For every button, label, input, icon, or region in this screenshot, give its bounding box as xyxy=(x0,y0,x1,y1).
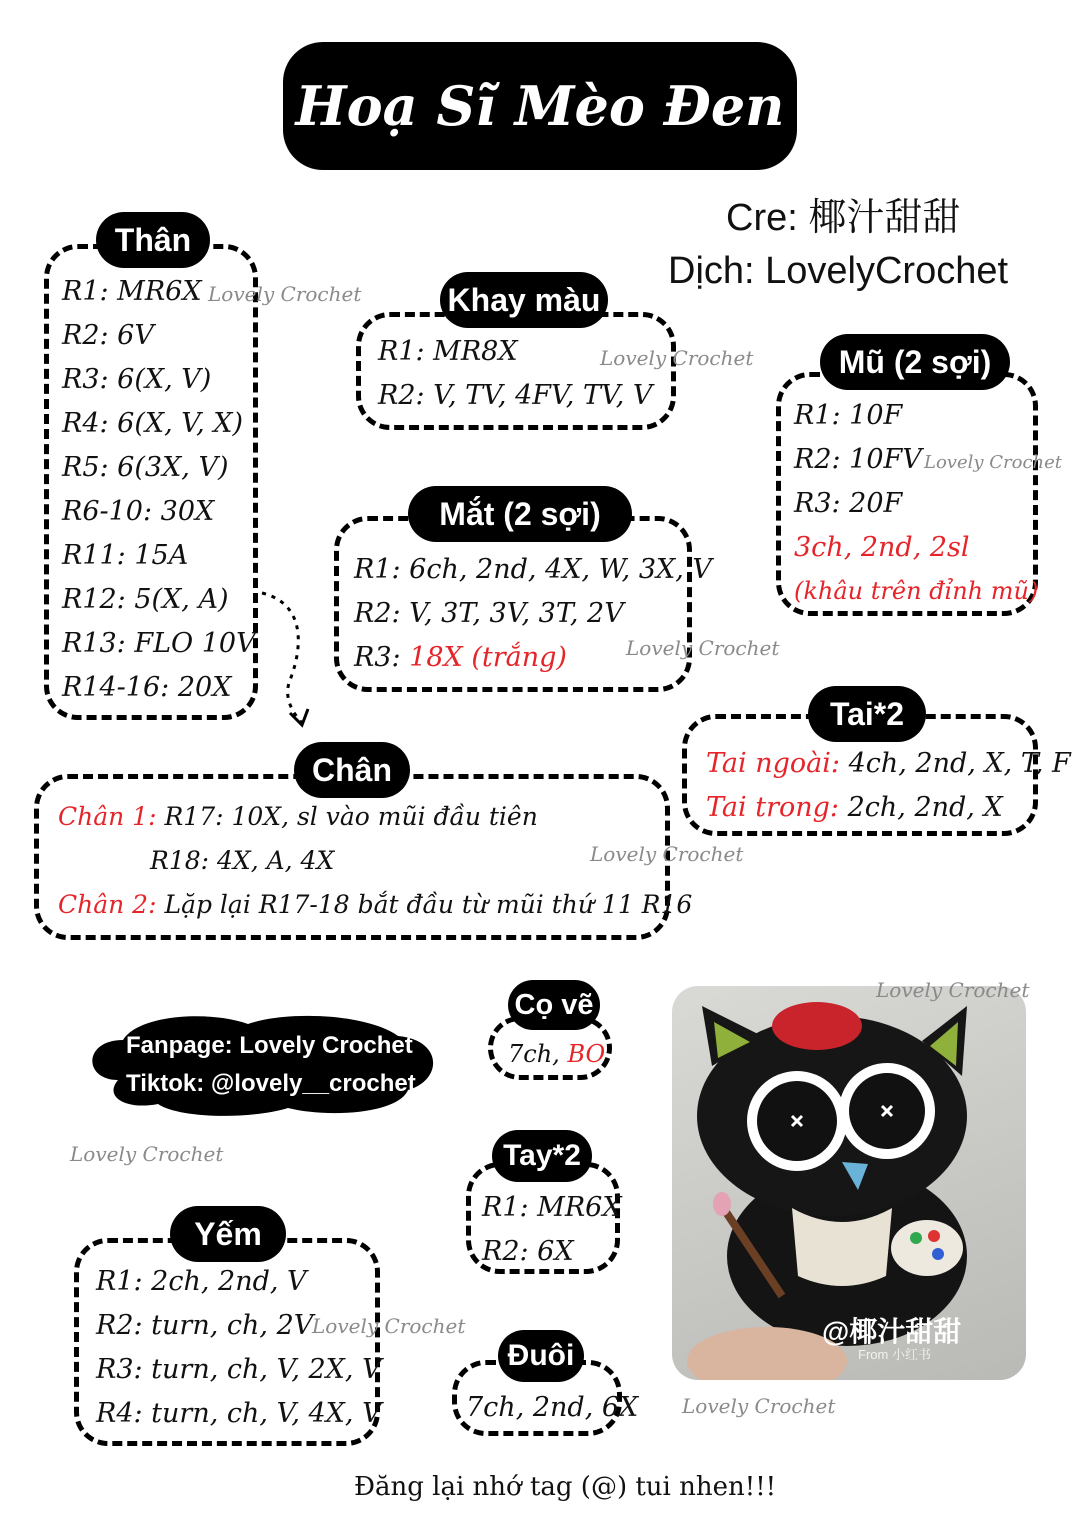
khay-line: R1: MR8X xyxy=(378,336,518,367)
watermark: Lovely Crochet xyxy=(626,636,780,660)
than-line: R5: 6(3X, V) xyxy=(62,452,229,483)
yem-line: R1: 2ch, 2nd, V xyxy=(96,1266,307,1297)
co-ve-label: Cọ vẽ xyxy=(508,980,600,1030)
chan-2-value: Lặp lại R17-18 bắt đầu từ mũi thứ 11 R16 xyxy=(156,890,693,919)
dotted-arrow-icon xyxy=(250,585,330,735)
title-banner xyxy=(283,42,797,170)
khay-line: R2: V, TV, 4FV, TV, V xyxy=(378,380,653,411)
photo-tag: @椰汁甜甜 xyxy=(822,1316,962,1347)
khay-label: Khay màu xyxy=(440,272,608,328)
photo-source: From 小红书 xyxy=(858,1347,931,1362)
tai-label: Tai*2 xyxy=(808,686,926,742)
tay-line: R1: MR6X xyxy=(482,1192,622,1223)
than-line: R2: 6V xyxy=(62,320,154,351)
chan-1-value: R17: 10X, sl vào mũi đầu tiên xyxy=(156,802,538,831)
than-line: R1: MR6X xyxy=(62,276,202,307)
tiktok-text: Tiktok: @lovely__crochet xyxy=(126,1070,416,1097)
mu-line: R3: 20F xyxy=(794,488,903,519)
than-line: R6-10: 30X xyxy=(62,496,215,527)
chan-1-line xyxy=(58,802,538,831)
than-line: R12: 5(X, A) xyxy=(62,584,229,615)
watermark: Lovely Crochet xyxy=(600,346,754,370)
co-ve-prefix: 7ch, xyxy=(508,1040,568,1068)
chan-1-line-2: R18: 4X, A, 4X xyxy=(150,846,335,875)
watermark: Lovely Crochet xyxy=(682,1394,836,1418)
than-line: R11: 15A xyxy=(62,540,189,571)
than-label: Thân xyxy=(96,212,210,268)
credit-author: Cre: 椰汁甜甜 xyxy=(726,197,961,239)
mu-label: Mũ (2 sợi) xyxy=(820,334,1010,390)
social-cloud-shape xyxy=(78,1010,448,1120)
watermark: Lovely Crochet xyxy=(312,1314,466,1338)
mat-line: R2: V, 3T, 3V, 3T, 2V xyxy=(354,598,624,629)
mu-line: R1: 10F xyxy=(794,400,903,431)
mat-label: Mắt (2 sợi) xyxy=(408,486,632,542)
than-line: R3: 6(X, V) xyxy=(62,364,212,395)
credit-translator: Dịch: LovelyCrochet xyxy=(668,250,1009,292)
page-title: Hoạ Sĩ Mèo Đen xyxy=(295,74,785,138)
watermark: Lovely Crochet xyxy=(876,978,1030,1002)
mu-line: R2: 10FV xyxy=(794,444,922,475)
tai-ngoai-value: 4ch, 2nd, X, T, F xyxy=(840,748,1071,779)
khay-section-box xyxy=(356,312,676,430)
yem-label: Yếm xyxy=(170,1206,286,1262)
chan-1-label: Chân 1: xyxy=(58,802,157,831)
duoi-label: Đuôi xyxy=(498,1330,584,1382)
than-line: R13: FLO 10V xyxy=(62,628,256,659)
tai-ngoai-line xyxy=(706,748,1071,779)
tai-trong-label: Tai trong: xyxy=(706,792,840,823)
tai-ngoai-label: Tai ngoài: xyxy=(706,748,840,779)
watermark: Lovely Crochet xyxy=(208,282,362,306)
footer-note: Đăng lại nhớ tag (@) tui nhen!!! xyxy=(354,1472,777,1502)
tai-trong-line xyxy=(706,792,1003,823)
watermark: Lovely Crochet xyxy=(924,452,1063,473)
co-ve-line xyxy=(508,1040,605,1068)
yem-line: R2: turn, ch, 2V xyxy=(96,1310,314,1341)
duoi-line: 7ch, 2nd, 6X xyxy=(466,1392,639,1423)
yem-line: R3: turn, ch, V, 2X, V xyxy=(96,1354,382,1385)
yem-line: R4: turn, ch, V, 4X, V xyxy=(96,1398,382,1429)
mat-r3-prefix: R3: xyxy=(354,642,410,673)
mat-line: R1: 6ch, 2nd, 4X, W, 3X, V xyxy=(354,554,712,585)
chan-2-line xyxy=(58,890,692,919)
co-ve-red: BO xyxy=(567,1040,606,1068)
than-line: R4: 6(X, V, X) xyxy=(62,408,243,439)
tay-line: R2: 6X xyxy=(482,1236,574,1267)
watermark: Lovely Crochet xyxy=(70,1142,224,1166)
than-line: R14-16: 20X xyxy=(62,672,232,703)
chan-label: Chân xyxy=(294,742,410,798)
fanpage-text: Fanpage: Lovely Crochet xyxy=(126,1032,413,1059)
watermark: Lovely Crochet xyxy=(590,842,744,866)
chan-2-label: Chân 2: xyxy=(58,890,157,919)
tai-trong-value: 2ch, 2nd, X xyxy=(839,792,1003,823)
amigurumi-photo xyxy=(672,986,1026,1380)
mu-note-red: (khâu trên đỉnh mũ) xyxy=(794,577,1039,605)
mat-r3-red: 18X (trắng) xyxy=(409,642,567,673)
mu-line-red: 3ch, 2nd, 2sl xyxy=(794,532,970,563)
mat-line xyxy=(354,642,567,673)
tay-label: Tay*2 xyxy=(492,1130,592,1182)
